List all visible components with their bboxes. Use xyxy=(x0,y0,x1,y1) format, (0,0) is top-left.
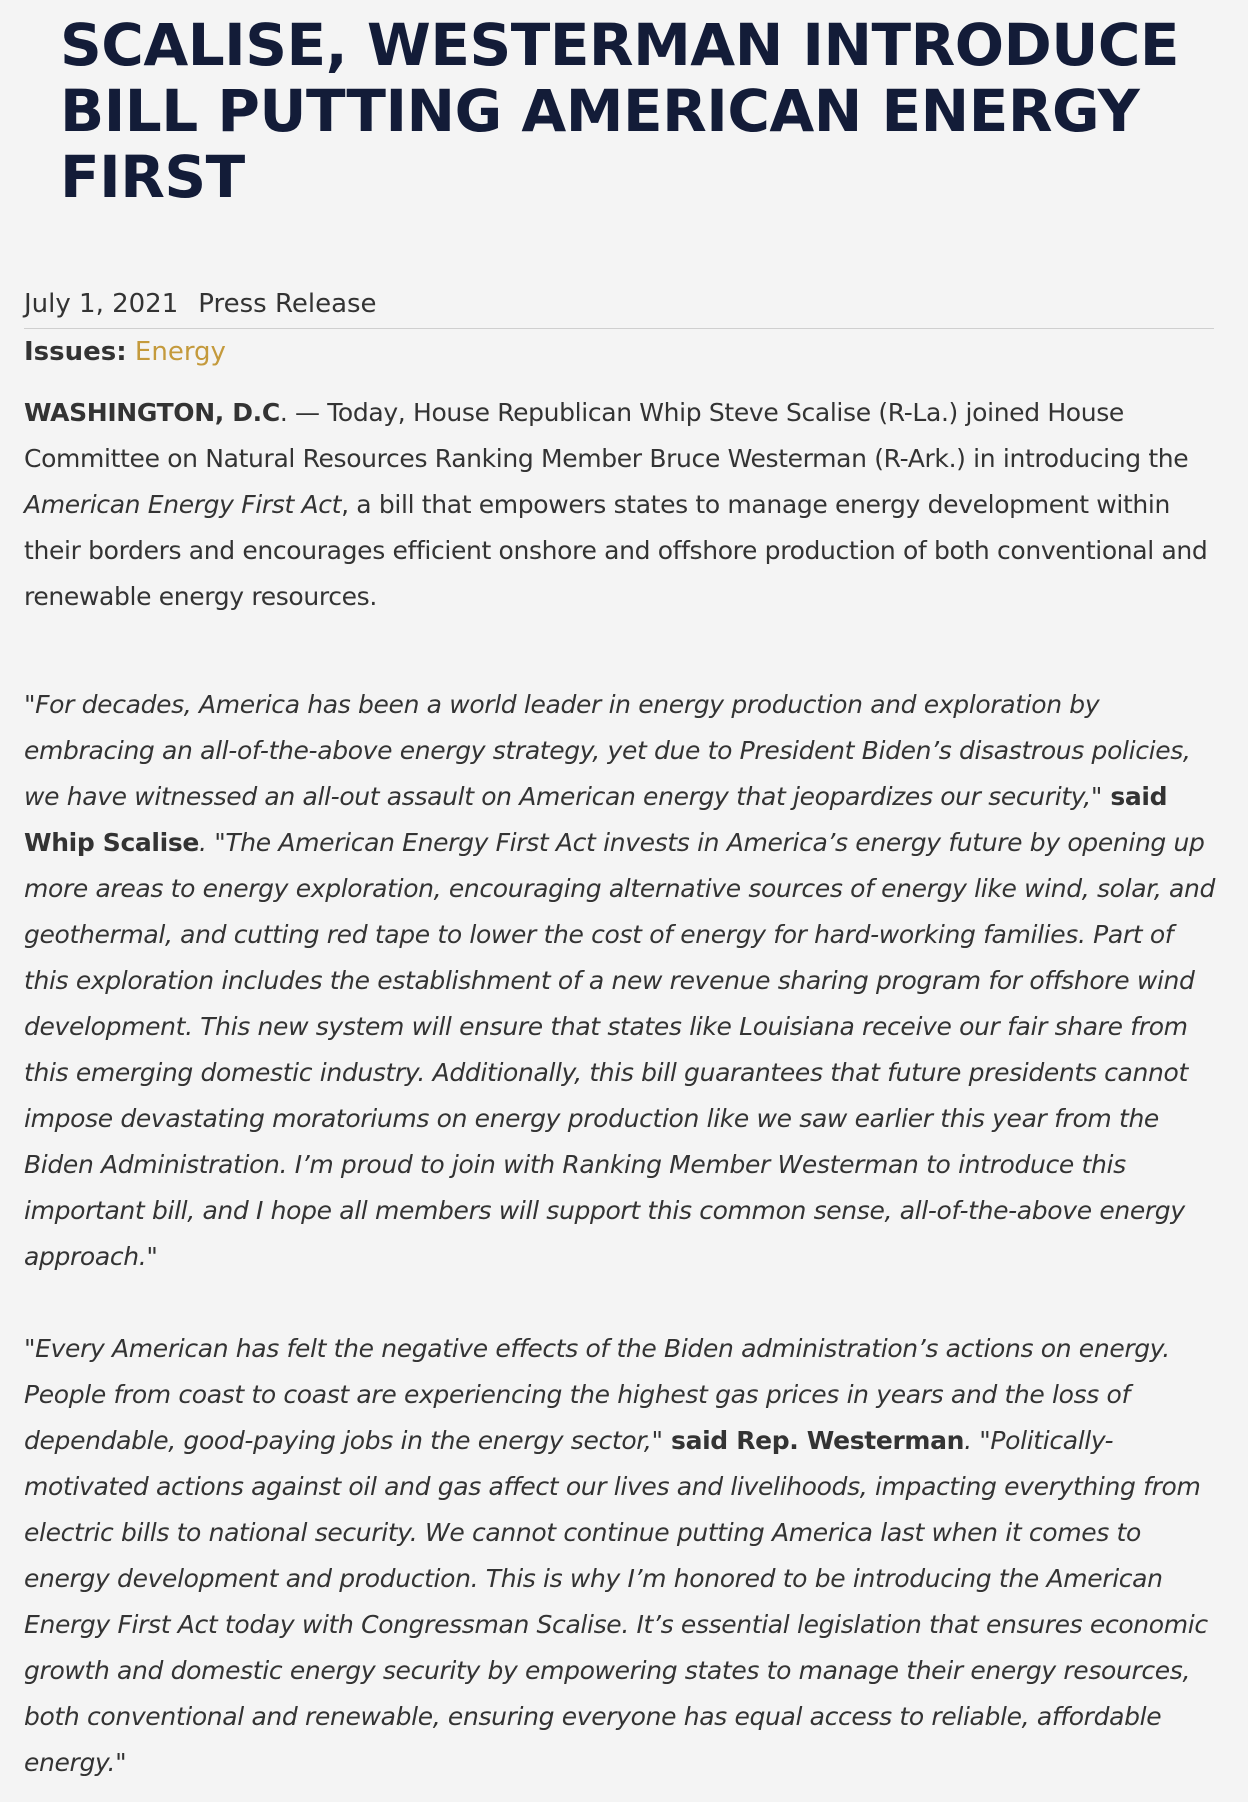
westerman-quote-part1: "Every American has felt the negative effects of the Biden administration’s actions on energy. People from coast to coast are experiencing the highest gas prices in years and the loss of dependable, good-paying jobs in the energy sector," xyxy=(24,1334,1170,1455)
issues-label: Issues: xyxy=(24,337,127,367)
scalise-quote-part2: . "The American Energy First Act invests in America’s energy future by opening up more areas to energy exploration, encouraging alternative sources of energy like wind, solar, and geothermal, and cutting red tape to lower the cost of energy for hard-working families. Part of this exploration includes the establishment of a new revenue sharing program for offshore wind development. This new system will ensure that states like Louisiana receive our fair share from this emerging domestic industry. Additionally, this bill guarantees that future presidents cannot impose devastating moratoriums on energy production like we saw earlier this year from the Biden Administration. I’m proud to join with Ranking Member Westerman to introduce this important bill, and I hope all members will support this common sense, all-of-the-above energy approach." xyxy=(24,828,1216,1271)
westerman-attribution: said Rep. Westerman xyxy=(662,1426,965,1455)
issue-link-energy[interactable]: Energy xyxy=(134,337,226,367)
meta-divider xyxy=(24,328,1214,329)
westerman-quote-paragraph xyxy=(24,1326,1224,1786)
page-title: SCALISE, WESTERMAN INTRODUCE BILL PUTTING AMERICAN ENERGY FIRST xyxy=(60,11,1180,211)
publish-date: July 1, 2021 xyxy=(24,289,179,319)
westerman-quote-part2: . "Politically-motivated actions against oil and gas affect our lives and livelihoods, impacting everything from electric bills to national security. We cannot continue putting America last when it comes to energy development and production. This is why I’m honored to be introducing the American Energy First Act today with Congressman Scalise. It’s essential legislation that ensures economic growth and domestic energy security by empowering states to manage their energy resources, both conventional and renewable, ensuring everyone has equal access to reliable, affordable energy." xyxy=(24,1426,1208,1777)
intro-text-a: . — Today, House Republican Whip Steve Scalise (R-La.) joined House Committee on Natural Resources Ranking Member Bruce Westerman (R-Ark.) in introducing the xyxy=(24,398,1189,473)
article-type: Press Release xyxy=(198,289,377,319)
intro-text-b: , a bill that empowers states to manage energy development within their borders and encourages efficient onshore and offshore production of both conventional and renewable energy resources. xyxy=(24,490,1208,611)
scalise-quote-paragraph xyxy=(24,682,1224,1280)
act-name: American Energy First Act xyxy=(24,490,342,519)
issues-row xyxy=(24,334,226,370)
article-meta xyxy=(24,286,1214,322)
scalise-quote-part1: "For decades, America has been a world leader in energy production and exploration by embracing an all-of-the-above energy strategy, yet due to President Biden’s disastrous policies, we have witnessed an all-out assault on American energy that jeopardizes our security," xyxy=(24,690,1191,811)
intro-paragraph xyxy=(24,390,1224,620)
scalise-attribution: said Whip Scalise xyxy=(24,782,1168,857)
dateline: WASHINGTON, D.C xyxy=(24,398,280,427)
